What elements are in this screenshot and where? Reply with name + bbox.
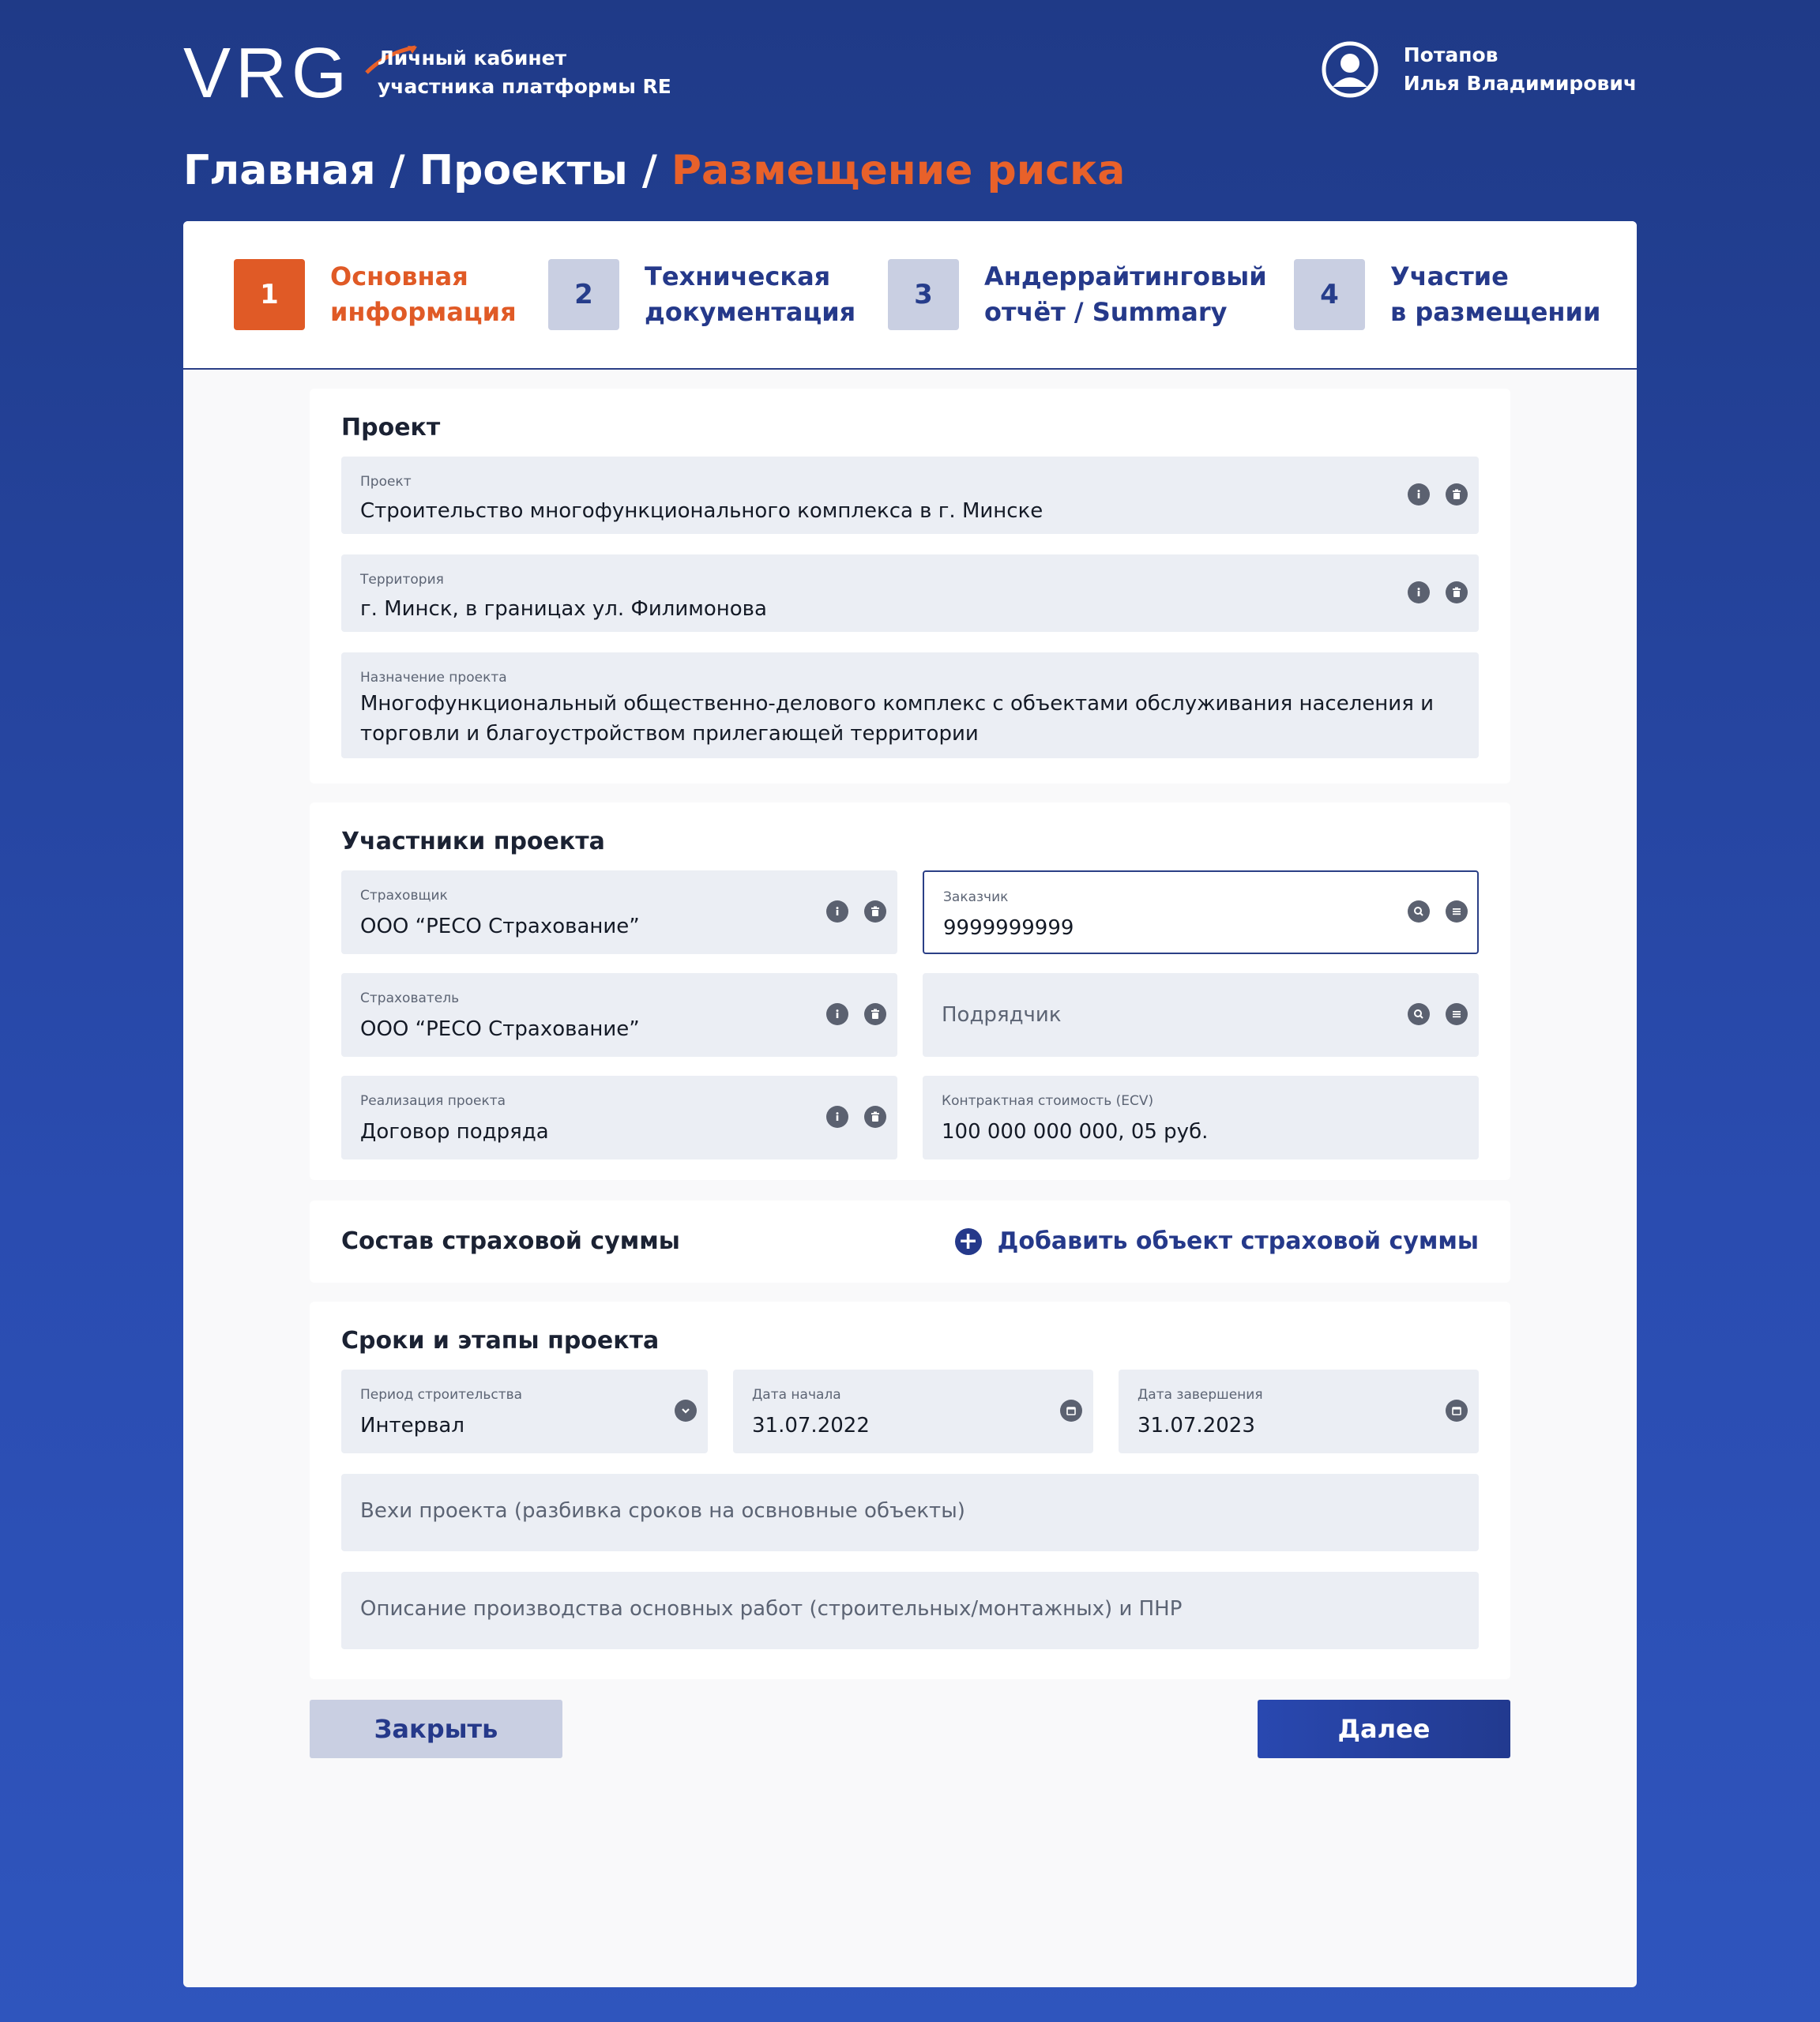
- field-label: Территория: [360, 572, 444, 588]
- user-icon: [1322, 41, 1378, 98]
- logo[interactable]: [183, 34, 352, 113]
- field-value: ООО “РЕСО Страхование”: [360, 915, 640, 938]
- info-icon[interactable]: [826, 900, 848, 923]
- field-label: Дата начала: [752, 1387, 841, 1403]
- policyholder-field[interactable]: [341, 973, 897, 1057]
- search-icon[interactable]: [1408, 1003, 1430, 1025]
- field-label: Страховщик: [360, 888, 448, 904]
- customer-input[interactable]: [923, 870, 1479, 954]
- field-label: Дата завершения: [1138, 1387, 1263, 1403]
- main-card: [183, 221, 1637, 1987]
- info-icon[interactable]: [826, 1106, 848, 1128]
- user-last-name: Потапов: [1403, 43, 1498, 66]
- step-number: 4: [1294, 259, 1365, 330]
- field-label: Контрактная стоимость (ECV): [942, 1093, 1154, 1109]
- field-value: Строительство многофункционального комплекса в г. Минске: [360, 499, 1043, 523]
- milestones-input[interactable]: [341, 1474, 1479, 1551]
- field-value: ООО “РЕСО Страхование”: [360, 1017, 640, 1041]
- add-sum-insured-object-button[interactable]: [955, 1227, 1479, 1255]
- trash-icon[interactable]: [1446, 581, 1468, 603]
- info-icon[interactable]: [1408, 581, 1430, 603]
- add-link-label: Добавить объект страховой суммы: [997, 1227, 1479, 1255]
- insurer-field[interactable]: [341, 870, 897, 954]
- trash-icon[interactable]: [1446, 483, 1468, 506]
- timeline-section: [310, 1302, 1510, 1679]
- sum-insured-section: [310, 1201, 1510, 1283]
- step-number: 1: [234, 259, 305, 330]
- search-icon[interactable]: [1408, 900, 1430, 923]
- start-date-field[interactable]: [733, 1370, 1093, 1453]
- field-value: г. Минск, в границах ул. Филимонова: [360, 597, 767, 621]
- next-button[interactable]: Далее: [1258, 1700, 1510, 1758]
- step-2[interactable]: [548, 259, 855, 330]
- field-value: Договор подряда: [360, 1120, 549, 1144]
- logo-text: VRG: [183, 34, 352, 113]
- field-label: Назначение проекта: [360, 670, 507, 686]
- step-3[interactable]: [888, 259, 1267, 330]
- info-icon[interactable]: [826, 1003, 848, 1025]
- breadcrumb-separator: /: [389, 147, 405, 194]
- field-value: 9999999999: [943, 916, 1074, 940]
- user-first-name: Илья Владимирович: [1403, 72, 1637, 95]
- territory-field[interactable]: [341, 554, 1479, 632]
- calendar-icon[interactable]: [1060, 1400, 1082, 1422]
- field-value: Многофункциональный общественно-делового комплекс с объектами обслуживания населения и торговли и благоустройством прилегающей территории: [360, 692, 1435, 746]
- field-placeholder: Вехи проекта (разбивка сроков на освновные объекты): [360, 1499, 965, 1523]
- project-field[interactable]: [341, 457, 1479, 534]
- field-label: Проект: [360, 474, 412, 490]
- stepper: [183, 221, 1637, 370]
- step-4[interactable]: [1294, 259, 1600, 330]
- list-icon[interactable]: [1446, 1003, 1468, 1025]
- participants-section: [310, 802, 1510, 1180]
- user-name: [1404, 41, 1637, 98]
- implementation-field[interactable]: [341, 1076, 897, 1159]
- close-button[interactable]: Закрыть: [310, 1700, 562, 1758]
- trash-icon[interactable]: [864, 900, 886, 923]
- field-placeholder: Подрядчик: [942, 1003, 1062, 1027]
- step-number: 2: [548, 259, 619, 330]
- field-label: Реализация проекта: [360, 1093, 506, 1109]
- contractor-input[interactable]: [923, 973, 1479, 1057]
- step-number: 3: [888, 259, 959, 330]
- calendar-icon[interactable]: [1446, 1400, 1468, 1422]
- step-label: Основная информация: [330, 261, 517, 327]
- step-label: Андеррайтинговый отчёт / Summary: [984, 261, 1267, 327]
- contract-cost-field[interactable]: [923, 1076, 1479, 1159]
- chevron-down-icon[interactable]: [675, 1400, 697, 1422]
- step-1[interactable]: [234, 259, 517, 330]
- list-icon[interactable]: [1446, 900, 1468, 923]
- trash-icon[interactable]: [864, 1106, 886, 1128]
- platform-caption: [378, 44, 671, 101]
- field-label: Заказчик: [943, 889, 1009, 905]
- works-description-input[interactable]: [341, 1572, 1479, 1649]
- info-icon[interactable]: [1408, 483, 1430, 506]
- breadcrumb: [183, 142, 1125, 199]
- user-profile[interactable]: [1322, 41, 1637, 98]
- platform-caption-line1: Личный кабинет: [378, 47, 567, 70]
- breadcrumb-projects[interactable]: Проекты: [419, 147, 628, 194]
- construction-period-select[interactable]: [341, 1370, 708, 1453]
- header: [183, 34, 1637, 113]
- step-label: Участие в размещении: [1390, 261, 1601, 327]
- breadcrumb-separator: /: [641, 147, 657, 194]
- field-value: 31.07.2022: [752, 1414, 870, 1438]
- section-title: Проект: [341, 414, 441, 442]
- field-value: Интервал: [360, 1414, 464, 1438]
- field-value: 31.07.2023: [1138, 1414, 1255, 1438]
- end-date-field[interactable]: [1119, 1370, 1479, 1453]
- step-label: Техническая документация: [645, 261, 856, 327]
- breadcrumb-current: Размещение риска: [671, 147, 1126, 194]
- field-label: Период строительства: [360, 1387, 523, 1403]
- plus-icon: +: [955, 1228, 982, 1255]
- section-title: Участники проекта: [341, 828, 605, 855]
- breadcrumb-home[interactable]: Главная: [183, 147, 376, 194]
- purpose-field[interactable]: [341, 652, 1479, 758]
- field-label: Страхователь: [360, 990, 460, 1006]
- trash-icon[interactable]: [864, 1003, 886, 1025]
- platform-caption-line2: участника платформы RE: [378, 75, 671, 98]
- section-title: Состав страховой суммы: [341, 1227, 680, 1255]
- field-placeholder: Описание производства основных работ (строительных/монтажных) и ПНР: [360, 1597, 1183, 1621]
- field-value: 100 000 000 000, 05 руб.: [942, 1120, 1209, 1144]
- section-title: Сроки и этапы проекта: [341, 1327, 660, 1355]
- project-section: [310, 389, 1510, 784]
